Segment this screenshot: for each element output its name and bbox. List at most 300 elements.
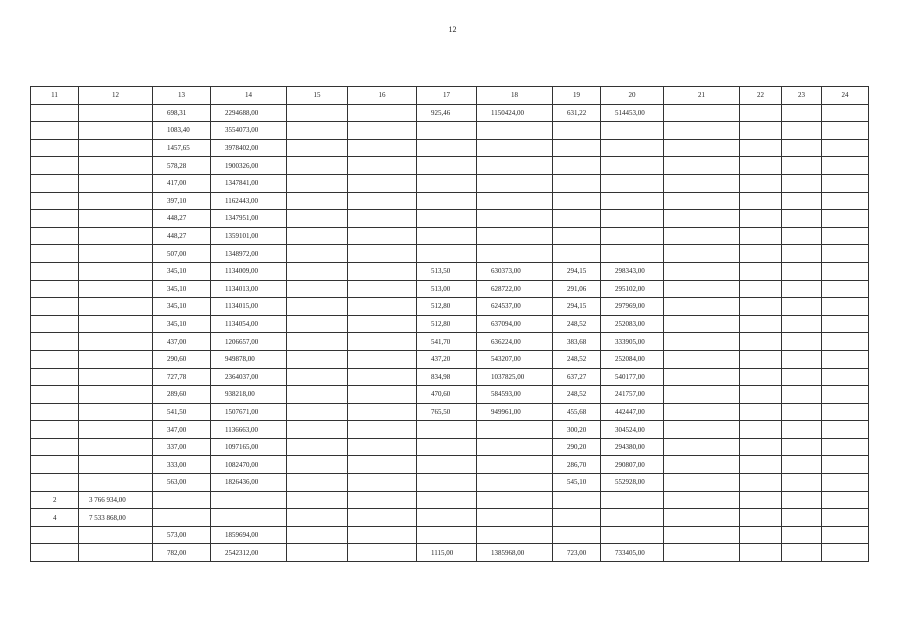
cell-col-17 xyxy=(417,474,477,492)
cell-col-15 xyxy=(287,509,348,527)
cell-col-22 xyxy=(740,386,782,404)
table-row xyxy=(31,139,869,157)
cell-col-24 xyxy=(822,544,869,562)
cell-col-18 xyxy=(477,139,553,157)
cell-col-20: 442447,00 xyxy=(601,403,664,421)
cell-col-23 xyxy=(782,368,822,386)
cell-col-12 xyxy=(79,456,153,474)
cell-col-21 xyxy=(664,456,740,474)
cell-col-23 xyxy=(782,438,822,456)
cell-col-24 xyxy=(822,262,869,280)
cell-col-19: 723,00 xyxy=(553,544,601,562)
cell-col-11: 4 xyxy=(31,509,79,527)
cell-col-20: 241757,00 xyxy=(601,386,664,404)
table-row xyxy=(31,438,869,456)
cell-col-21 xyxy=(664,333,740,351)
cell-col-22 xyxy=(740,403,782,421)
cell-col-16 xyxy=(348,526,417,544)
table-row xyxy=(31,333,869,351)
table-row xyxy=(31,245,869,263)
cell-col-11 xyxy=(31,245,79,263)
cell-col-20 xyxy=(601,245,664,263)
cell-col-17: 541,70 xyxy=(417,333,477,351)
cell-col-24 xyxy=(822,491,869,509)
cell-col-24 xyxy=(822,192,869,210)
cell-col-17 xyxy=(417,210,477,228)
column-header-20: 20 xyxy=(601,87,664,105)
cell-col-24 xyxy=(822,421,869,439)
cell-col-23 xyxy=(782,526,822,544)
cell-col-15 xyxy=(287,315,348,333)
cell-col-13: 290,60 xyxy=(153,350,211,368)
cell-col-21 xyxy=(664,210,740,228)
column-header-18: 18 xyxy=(477,87,553,105)
cell-col-19: 290,20 xyxy=(553,438,601,456)
cell-col-17 xyxy=(417,157,477,175)
cell-col-23 xyxy=(782,333,822,351)
cell-col-17 xyxy=(417,491,477,509)
cell-col-23 xyxy=(782,421,822,439)
cell-col-18: 1385968,00 xyxy=(477,544,553,562)
cell-col-18 xyxy=(477,438,553,456)
cell-col-24 xyxy=(822,315,869,333)
cell-col-19: 300,20 xyxy=(553,421,601,439)
cell-col-14: 2364037,00 xyxy=(211,368,287,386)
cell-col-17 xyxy=(417,122,477,140)
cell-col-12 xyxy=(79,122,153,140)
cell-col-19 xyxy=(553,210,601,228)
cell-col-17: 513,50 xyxy=(417,262,477,280)
cell-col-22 xyxy=(740,526,782,544)
cell-col-20: 290807,00 xyxy=(601,456,664,474)
cell-col-22 xyxy=(740,122,782,140)
cell-col-15 xyxy=(287,280,348,298)
cell-col-13: 782,00 xyxy=(153,544,211,562)
cell-col-22 xyxy=(740,210,782,228)
cell-col-17 xyxy=(417,174,477,192)
cell-col-17: 512,80 xyxy=(417,315,477,333)
cell-col-11 xyxy=(31,386,79,404)
cell-col-19: 294,15 xyxy=(553,262,601,280)
data-table xyxy=(30,86,869,562)
cell-col-18: 543207,00 xyxy=(477,350,553,368)
cell-col-18: 1037825,00 xyxy=(477,368,553,386)
cell-col-16 xyxy=(348,421,417,439)
cell-col-11 xyxy=(31,298,79,316)
cell-col-20 xyxy=(601,509,664,527)
cell-col-18: 949961,00 xyxy=(477,403,553,421)
cell-col-19: 383,68 xyxy=(553,333,601,351)
cell-col-13: 507,00 xyxy=(153,245,211,263)
cell-col-24 xyxy=(822,368,869,386)
cell-col-21 xyxy=(664,491,740,509)
cell-col-17: 925,46 xyxy=(417,104,477,122)
cell-col-24 xyxy=(822,350,869,368)
cell-col-14: 938218,00 xyxy=(211,386,287,404)
cell-col-22 xyxy=(740,474,782,492)
table-row xyxy=(31,544,869,562)
cell-col-12 xyxy=(79,298,153,316)
cell-col-15 xyxy=(287,350,348,368)
column-header-16: 16 xyxy=(348,87,417,105)
cell-col-12 xyxy=(79,104,153,122)
cell-col-19: 248,52 xyxy=(553,350,601,368)
cell-col-24 xyxy=(822,333,869,351)
table-row xyxy=(31,526,869,544)
cell-col-17: 1115,00 xyxy=(417,544,477,562)
cell-col-17 xyxy=(417,245,477,263)
cell-col-19 xyxy=(553,227,601,245)
cell-col-21 xyxy=(664,421,740,439)
column-header-23: 23 xyxy=(782,87,822,105)
cell-col-20 xyxy=(601,139,664,157)
table-row xyxy=(31,315,869,333)
cell-col-16 xyxy=(348,174,417,192)
column-header-13: 13 xyxy=(153,87,211,105)
cell-col-16 xyxy=(348,227,417,245)
cell-col-18 xyxy=(477,526,553,544)
cell-col-20: 297969,00 xyxy=(601,298,664,316)
cell-col-14: 1134009,00 xyxy=(211,262,287,280)
cell-col-14: 2294688,00 xyxy=(211,104,287,122)
cell-col-20: 333905,00 xyxy=(601,333,664,351)
cell-col-19 xyxy=(553,174,601,192)
cell-col-16 xyxy=(348,192,417,210)
cell-col-23 xyxy=(782,122,822,140)
cell-col-14: 949878,00 xyxy=(211,350,287,368)
cell-col-15 xyxy=(287,403,348,421)
cell-col-14: 1097165,00 xyxy=(211,438,287,456)
cell-col-23 xyxy=(782,474,822,492)
cell-col-24 xyxy=(822,438,869,456)
cell-col-12 xyxy=(79,386,153,404)
cell-col-22 xyxy=(740,421,782,439)
cell-col-20: 514453,00 xyxy=(601,104,664,122)
cell-col-16 xyxy=(348,122,417,140)
cell-col-19 xyxy=(553,192,601,210)
column-header-17: 17 xyxy=(417,87,477,105)
cell-col-20: 295102,00 xyxy=(601,280,664,298)
cell-col-22 xyxy=(740,157,782,175)
table-row xyxy=(31,421,869,439)
cell-col-21 xyxy=(664,122,740,140)
cell-col-18: 630373,00 xyxy=(477,262,553,280)
cell-col-21 xyxy=(664,157,740,175)
cell-col-11 xyxy=(31,315,79,333)
column-header-21: 21 xyxy=(664,87,740,105)
cell-col-20: 540177,00 xyxy=(601,368,664,386)
cell-col-17: 834,98 xyxy=(417,368,477,386)
table-row xyxy=(31,386,869,404)
cell-col-13: 448,27 xyxy=(153,210,211,228)
cell-col-23 xyxy=(782,245,822,263)
cell-col-22 xyxy=(740,104,782,122)
cell-col-23 xyxy=(782,280,822,298)
cell-col-14: 1136663,00 xyxy=(211,421,287,439)
cell-col-19: 455,68 xyxy=(553,403,601,421)
cell-col-15 xyxy=(287,526,348,544)
cell-col-18: 637094,00 xyxy=(477,315,553,333)
cell-col-12 xyxy=(79,350,153,368)
cell-col-19: 631,22 xyxy=(553,104,601,122)
cell-col-21 xyxy=(664,298,740,316)
cell-col-17 xyxy=(417,456,477,474)
cell-col-12 xyxy=(79,438,153,456)
cell-col-19: 248,52 xyxy=(553,315,601,333)
cell-col-13: 578,28 xyxy=(153,157,211,175)
cell-col-23 xyxy=(782,262,822,280)
cell-col-20: 252083,00 xyxy=(601,315,664,333)
cell-col-20: 252084,00 xyxy=(601,350,664,368)
cell-col-21 xyxy=(664,350,740,368)
cell-col-23 xyxy=(782,192,822,210)
cell-col-17 xyxy=(417,421,477,439)
cell-col-23 xyxy=(782,386,822,404)
cell-col-22 xyxy=(740,139,782,157)
cell-col-13: 397,10 xyxy=(153,192,211,210)
cell-col-17 xyxy=(417,139,477,157)
cell-col-20 xyxy=(601,210,664,228)
cell-col-18 xyxy=(477,456,553,474)
table-row xyxy=(31,368,869,386)
cell-col-16 xyxy=(348,474,417,492)
cell-col-13: 541,50 xyxy=(153,403,211,421)
column-header-19: 19 xyxy=(553,87,601,105)
cell-col-23 xyxy=(782,544,822,562)
cell-col-14: 1162443,00 xyxy=(211,192,287,210)
cell-col-24 xyxy=(822,139,869,157)
cell-col-17: 470,60 xyxy=(417,386,477,404)
cell-col-11 xyxy=(31,139,79,157)
cell-col-11: 2 xyxy=(31,491,79,509)
cell-col-20 xyxy=(601,174,664,192)
cell-col-23 xyxy=(782,298,822,316)
cell-col-11 xyxy=(31,544,79,562)
cell-col-16 xyxy=(348,491,417,509)
cell-col-16 xyxy=(348,139,417,157)
cell-col-16 xyxy=(348,438,417,456)
cell-col-15 xyxy=(287,122,348,140)
cell-col-24 xyxy=(822,526,869,544)
cell-col-19: 637,27 xyxy=(553,368,601,386)
cell-col-22 xyxy=(740,262,782,280)
cell-col-13: 727,78 xyxy=(153,368,211,386)
cell-col-16 xyxy=(348,104,417,122)
cell-col-19 xyxy=(553,491,601,509)
cell-col-15 xyxy=(287,491,348,509)
cell-col-13: 333,00 xyxy=(153,456,211,474)
cell-col-18: 624537,00 xyxy=(477,298,553,316)
cell-col-11 xyxy=(31,104,79,122)
cell-col-18 xyxy=(477,421,553,439)
cell-col-16 xyxy=(348,456,417,474)
cell-col-12 xyxy=(79,315,153,333)
cell-col-17: 512,80 xyxy=(417,298,477,316)
cell-col-11 xyxy=(31,403,79,421)
cell-col-24 xyxy=(822,210,869,228)
cell-col-21 xyxy=(664,368,740,386)
cell-col-21 xyxy=(664,192,740,210)
table-row xyxy=(31,456,869,474)
cell-col-20 xyxy=(601,122,664,140)
cell-col-19 xyxy=(553,139,601,157)
cell-col-16 xyxy=(348,544,417,562)
cell-col-13: 337,00 xyxy=(153,438,211,456)
cell-col-24 xyxy=(822,298,869,316)
cell-col-17 xyxy=(417,509,477,527)
cell-col-15 xyxy=(287,386,348,404)
table-row xyxy=(31,122,869,140)
cell-col-15 xyxy=(287,157,348,175)
cell-col-21 xyxy=(664,474,740,492)
cell-col-21 xyxy=(664,544,740,562)
cell-col-23 xyxy=(782,456,822,474)
cell-col-13: 345,10 xyxy=(153,262,211,280)
cell-col-22 xyxy=(740,438,782,456)
cell-col-20: 733405,00 xyxy=(601,544,664,562)
cell-col-14: 3554073,00 xyxy=(211,122,287,140)
cell-col-18: 636224,00 xyxy=(477,333,553,351)
cell-col-16 xyxy=(348,509,417,527)
cell-col-16 xyxy=(348,280,417,298)
cell-col-19 xyxy=(553,526,601,544)
cell-col-21 xyxy=(664,438,740,456)
cell-col-13: 345,10 xyxy=(153,280,211,298)
cell-col-21 xyxy=(664,315,740,333)
cell-col-12 xyxy=(79,526,153,544)
cell-col-21 xyxy=(664,280,740,298)
cell-col-14: 1826436,00 xyxy=(211,474,287,492)
cell-col-22 xyxy=(740,245,782,263)
column-header-22: 22 xyxy=(740,87,782,105)
table-row xyxy=(31,104,869,122)
table-body xyxy=(31,104,869,561)
cell-col-22 xyxy=(740,350,782,368)
cell-col-21 xyxy=(664,245,740,263)
cell-col-21 xyxy=(664,227,740,245)
cell-col-16 xyxy=(348,210,417,228)
cell-col-14: 1859694,00 xyxy=(211,526,287,544)
cell-col-22 xyxy=(740,544,782,562)
cell-col-13: 448,27 xyxy=(153,227,211,245)
cell-col-12 xyxy=(79,139,153,157)
table-row xyxy=(31,474,869,492)
cell-col-23 xyxy=(782,403,822,421)
cell-col-13: 347,00 xyxy=(153,421,211,439)
cell-col-15 xyxy=(287,192,348,210)
cell-col-11 xyxy=(31,280,79,298)
cell-col-15 xyxy=(287,421,348,439)
cell-col-11 xyxy=(31,210,79,228)
cell-col-14: 1348972,00 xyxy=(211,245,287,263)
cell-col-24 xyxy=(822,104,869,122)
table-row xyxy=(31,298,869,316)
cell-col-17 xyxy=(417,227,477,245)
cell-col-15 xyxy=(287,227,348,245)
cell-col-15 xyxy=(287,298,348,316)
cell-col-15 xyxy=(287,174,348,192)
cell-col-19 xyxy=(553,157,601,175)
cell-col-15 xyxy=(287,333,348,351)
cell-col-13: 345,10 xyxy=(153,315,211,333)
cell-col-16 xyxy=(348,298,417,316)
cell-col-18: 628722,00 xyxy=(477,280,553,298)
cell-col-24 xyxy=(822,456,869,474)
cell-col-12 xyxy=(79,210,153,228)
cell-col-11 xyxy=(31,526,79,544)
cell-col-18 xyxy=(477,491,553,509)
cell-col-11 xyxy=(31,192,79,210)
cell-col-18: 584593,00 xyxy=(477,386,553,404)
cell-col-24 xyxy=(822,174,869,192)
cell-col-11 xyxy=(31,421,79,439)
cell-col-11 xyxy=(31,122,79,140)
cell-col-22 xyxy=(740,368,782,386)
cell-col-16 xyxy=(348,333,417,351)
table-row xyxy=(31,403,869,421)
cell-col-12 xyxy=(79,262,153,280)
cell-col-13: 1457,65 xyxy=(153,139,211,157)
cell-col-23 xyxy=(782,491,822,509)
cell-col-15 xyxy=(287,210,348,228)
cell-col-24 xyxy=(822,280,869,298)
cell-col-19: 286,70 xyxy=(553,456,601,474)
table-row xyxy=(31,491,869,509)
cell-col-22 xyxy=(740,333,782,351)
cell-col-17 xyxy=(417,526,477,544)
cell-col-23 xyxy=(782,227,822,245)
cell-col-14: 1134054,00 xyxy=(211,315,287,333)
cell-col-12 xyxy=(79,474,153,492)
cell-col-24 xyxy=(822,227,869,245)
cell-col-15 xyxy=(287,104,348,122)
cell-col-12: 3 766 934,00 xyxy=(79,491,153,509)
cell-col-22 xyxy=(740,491,782,509)
cell-col-14: 1134013,00 xyxy=(211,280,287,298)
cell-col-18 xyxy=(477,245,553,263)
column-header-14: 14 xyxy=(211,87,287,105)
cell-col-24 xyxy=(822,245,869,263)
cell-col-16 xyxy=(348,350,417,368)
table-row xyxy=(31,509,869,527)
cell-col-24 xyxy=(822,403,869,421)
column-header-12: 12 xyxy=(79,87,153,105)
cell-col-21 xyxy=(664,262,740,280)
cell-col-19: 294,15 xyxy=(553,298,601,316)
cell-col-20 xyxy=(601,526,664,544)
cell-col-13: 698,31 xyxy=(153,104,211,122)
cell-col-17: 513,00 xyxy=(417,280,477,298)
cell-col-19 xyxy=(553,122,601,140)
column-header-15: 15 xyxy=(287,87,348,105)
cell-col-12: 7 533 868,00 xyxy=(79,509,153,527)
cell-col-23 xyxy=(782,509,822,527)
cell-col-13: 345,10 xyxy=(153,298,211,316)
cell-col-12 xyxy=(79,403,153,421)
cell-col-12 xyxy=(79,544,153,562)
cell-col-22 xyxy=(740,315,782,333)
cell-col-18: 1150424,00 xyxy=(477,104,553,122)
cell-col-14: 1347841,00 xyxy=(211,174,287,192)
cell-col-12 xyxy=(79,421,153,439)
cell-col-20 xyxy=(601,192,664,210)
cell-col-16 xyxy=(348,403,417,421)
cell-col-16 xyxy=(348,262,417,280)
cell-col-23 xyxy=(782,157,822,175)
cell-col-14 xyxy=(211,491,287,509)
cell-col-16 xyxy=(348,315,417,333)
cell-col-12 xyxy=(79,227,153,245)
